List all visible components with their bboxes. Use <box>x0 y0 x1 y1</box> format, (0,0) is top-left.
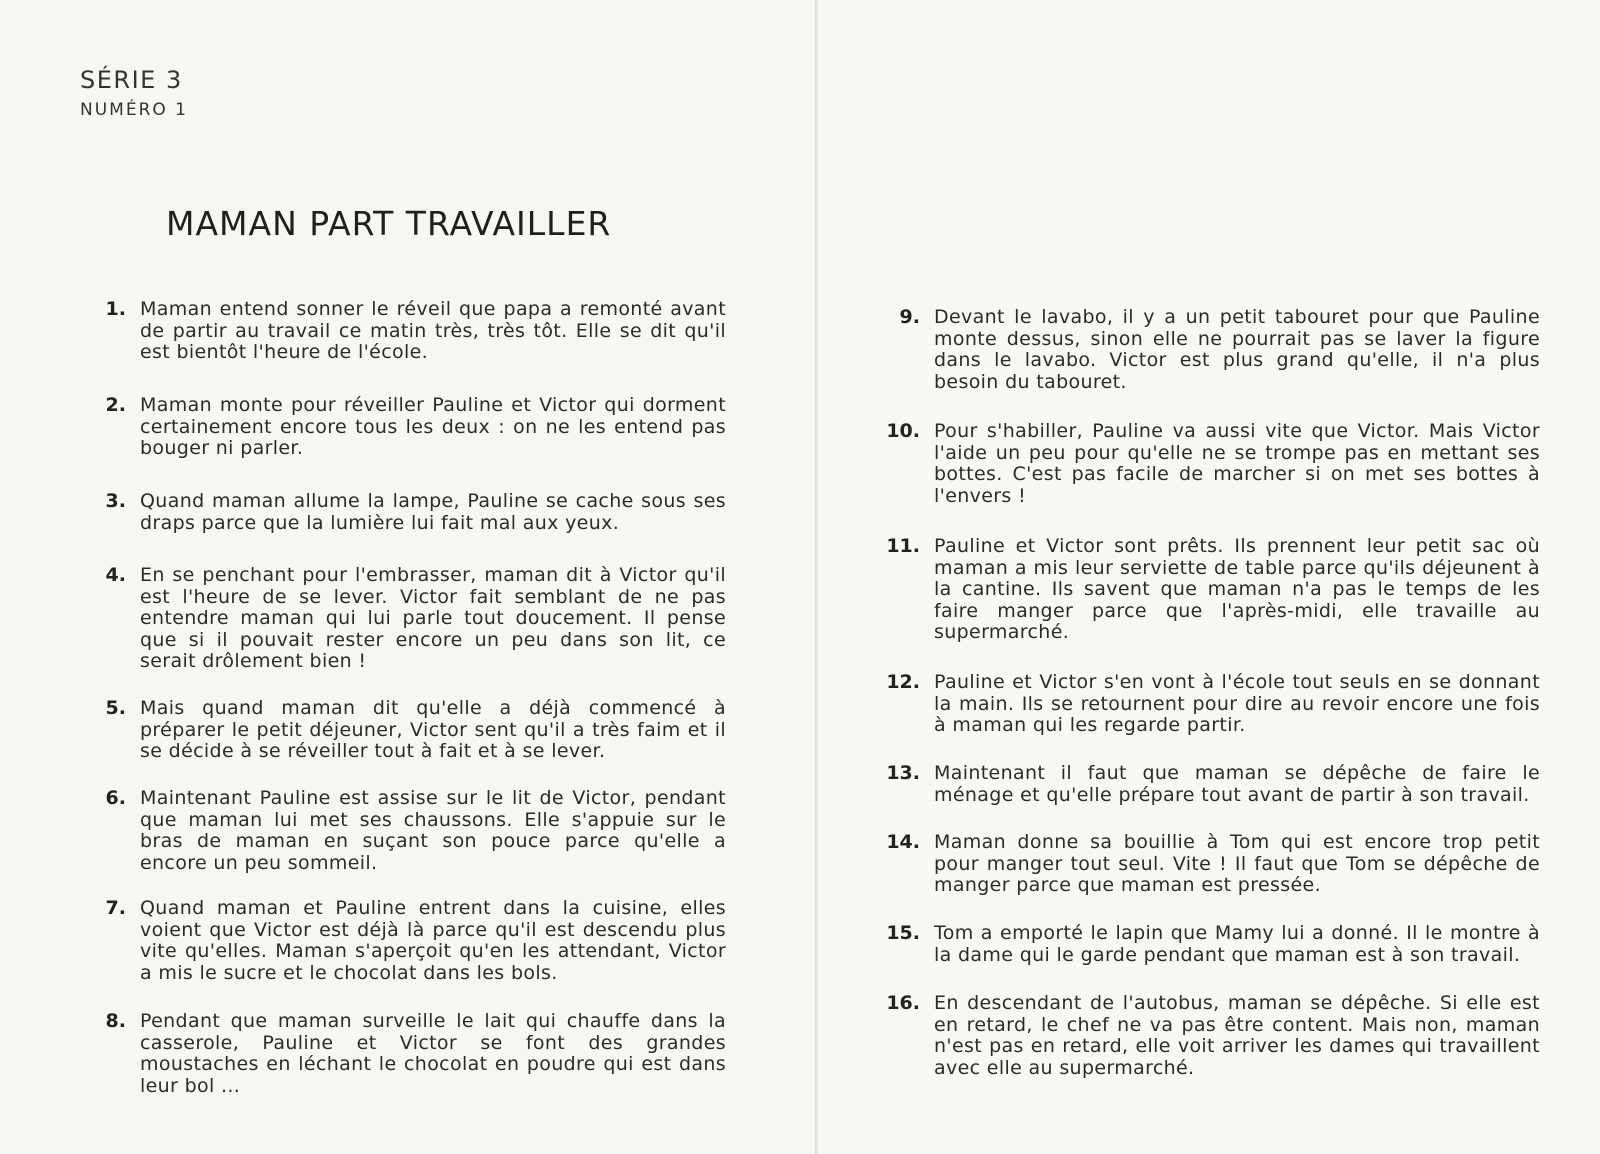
item-number: 13. <box>886 762 920 784</box>
item-number: 3. <box>105 490 126 512</box>
item-number: 9. <box>899 306 920 328</box>
list-item-10 <box>864 421 1540 507</box>
list-item-9 <box>864 307 1540 393</box>
item-number: 16. <box>886 992 920 1014</box>
item-text: En se penchant pour l'embrasser, maman dit à Victor qu'il est l'heure de se lever. Victor fait semblant de ne pas entendre maman qui lui parle tout doucement. Il pense que si il pouvait rester encore un peu dans son lit, ce serait drôlement bien ! <box>140 564 726 672</box>
item-number: 2. <box>105 394 126 416</box>
item-text: Maman donne sa bouillie à Tom qui est encore trop petit pour manger tout seul. Vite ! Il faut que Tom se dépêche de manger parce que maman est pressée. <box>934 831 1540 896</box>
item-text: Maintenant il faut que maman se dépêche de faire le ménage et qu'elle prépare tout avant de partir à son travail. <box>934 762 1540 806</box>
item-number: 7. <box>105 897 126 919</box>
item-number: 1. <box>105 298 126 320</box>
list-item-7 <box>70 898 726 984</box>
list-item-12 <box>864 672 1540 737</box>
item-number: 5. <box>105 697 126 719</box>
item-text: En descendant de l'autobus, maman se dépêche. Si elle est en retard, le chef ne va pas être content. Mais non, maman n'est pas en retard, elle voit arriver les dames qui travaillent avec elle au supermarché. <box>934 992 1540 1079</box>
list-item-2 <box>70 395 726 460</box>
list-item-3 <box>70 491 726 534</box>
list-item-14 <box>864 832 1540 897</box>
item-text: Maman monte pour réveiller Pauline et Victor qui dorment certainement encore tous les deux : on ne les entend pas bouger ni parler. <box>140 394 726 459</box>
list-item-5 <box>70 698 726 763</box>
item-text: Quand maman allume la lampe, Pauline se cache sous ses draps parce que la lumière lui fait mal aux yeux. <box>140 490 726 534</box>
item-text: Pour s'habiller, Pauline va aussi vite que Victor. Mais Victor l'aide un peu pour qu'elle ne se trompe pas en mettant ses bottes. C'est pas facile de marcher si on met ses bottes à l'envers ! <box>934 420 1540 507</box>
list-item-15 <box>864 923 1540 966</box>
item-number: 4. <box>105 564 126 586</box>
issue-number-label: NUMÉRO 1 <box>80 100 188 120</box>
item-text: Devant le lavabo, il y a un petit tabouret pour que Pauline monte dessus, sinon elle ne pourrait pas se laver la figure dans le lavabo. Victor est plus grand qu'elle, il n'a plus besoin du tabouret. <box>934 306 1540 393</box>
item-number: 6. <box>105 787 126 809</box>
item-text: Maintenant Pauline est assise sur le lit de Victor, pendant que maman lui met ses chaussons. Elle s'appuie sur le bras de maman en suçant son pouce parce qu'elle a encore un peu sommeil. <box>140 787 726 874</box>
item-text: Maman entend sonner le réveil que papa a remonté avant de partir au travail ce matin très, très tôt. Elle se dit qu'il est bientôt l'heure de l'école. <box>140 298 726 363</box>
item-number: 14. <box>886 831 920 853</box>
page-title: MAMAN PART TRAVAILLER <box>166 204 612 243</box>
list-item-6 <box>70 788 726 874</box>
list-item-4 <box>70 565 726 673</box>
series-label: SÉRIE 3 <box>80 66 183 94</box>
item-text: Pauline et Victor sont prêts. Ils prennent leur petit sac où maman a mis leur serviette de table parce qu'ils déjeunent à la cantine. Ils savent que maman n'a pas le temps de les faire manger parce que l'après-midi, elle travaille au supermarché. <box>934 535 1540 643</box>
item-number: 15. <box>886 922 920 944</box>
list-item-8 <box>70 1011 726 1097</box>
list-item-16 <box>864 993 1540 1079</box>
item-number: 12. <box>886 671 920 693</box>
list-item-11 <box>864 536 1540 644</box>
item-text: Tom a emporté le lapin que Mamy lui a donné. Il le montre à la dame qui le garde pendant que maman est à son travail. <box>934 922 1540 966</box>
item-number: 8. <box>105 1010 126 1032</box>
list-item-1 <box>70 299 726 364</box>
item-number: 10. <box>886 420 920 442</box>
item-text: Mais quand maman dit qu'elle a déjà commencé à préparer le petit déjeuner, Victor sent qu'il a très faim et il se décide à se réveiller tout à fait et à se lever. <box>140 697 726 762</box>
list-item-13 <box>864 763 1540 806</box>
item-text: Pendant que maman surveille le lait qui chauffe dans la casserole, Pauline et Victor se font des grandes moustaches en léchant le chocolat en poudre qui est dans leur bol ... <box>140 1010 726 1097</box>
page-fold-divider <box>815 0 818 1154</box>
item-text: Pauline et Victor s'en vont à l'école tout seuls en se donnant la main. Ils se retournent pour dire au revoir encore une fois à maman qui les regarde partir. <box>934 671 1540 736</box>
item-number: 11. <box>886 535 920 557</box>
item-text: Quand maman et Pauline entrent dans la cuisine, elles voient que Victor est déjà là parce qu'il est descendu plus vite qu'elles. Maman s'aperçoit qu'en les attendant, Victor a mis le sucre et le chocolat dans les bols. <box>140 897 726 984</box>
